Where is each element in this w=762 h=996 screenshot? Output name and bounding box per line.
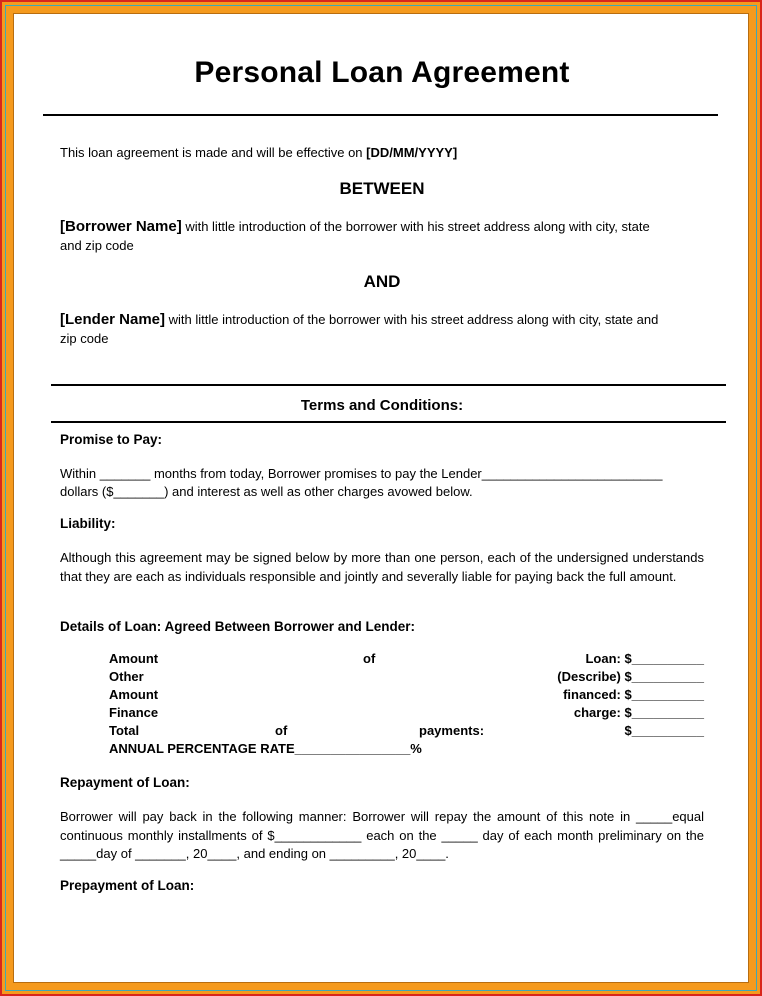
intro-text: This loan agreement is made and will be effective on — [60, 145, 367, 160]
document-page — [13, 13, 749, 983]
loan-row-label: Amount — [109, 651, 159, 666]
lender-desc-line-2: zip code — [60, 330, 109, 346]
loan-row — [109, 723, 704, 741]
lender-name: [Lender Name] — [60, 311, 166, 328]
intro-date: [DD/MM/YYYY] — [366, 145, 458, 160]
promise-line-2: dollars ($_______) and interest as well as other charges avowed below. — [60, 484, 473, 499]
terms-top-divider — [51, 384, 726, 386]
borrower-desc-line-1: with little introduction of the borrower with his street address along with city, state — [181, 219, 650, 234]
loan-row-label: Total — [109, 723, 140, 738]
promise-line-1: Within _______ months from today, Borrower promises to pay the Lender_________________________ — [60, 466, 663, 481]
loan-row-value: $__________ — [624, 723, 704, 738]
details-heading: Details of Loan: Agreed Between Borrower and Lender: — [60, 619, 416, 634]
liability-paragraph: Although this agreement may be signed below by more than one person, each of the undersigned understands that they are each as individuals responsible and jointly and severally liable for paying back the full amount. — [60, 550, 704, 584]
title-divider — [43, 114, 718, 116]
loan-row — [109, 669, 704, 687]
apr-row — [109, 741, 704, 759]
document-title: Personal Loan Agreement — [194, 56, 570, 89]
repayment-heading: Repayment of Loan: — [60, 775, 190, 790]
loan-row-mid2: payments: — [419, 723, 485, 738]
and-heading: AND — [363, 272, 401, 291]
loan-row-value: financed: $__________ — [563, 687, 704, 702]
between-heading: BETWEEN — [339, 179, 425, 198]
lender-paragraph — [60, 311, 704, 348]
loan-row-value: charge: $__________ — [573, 705, 704, 720]
loan-row — [109, 705, 704, 723]
borrower-paragraph — [60, 218, 704, 255]
borrower-desc-line-2: and zip code — [60, 237, 134, 253]
loan-row-value: (Describe) $__________ — [557, 669, 704, 684]
intro-paragraph — [60, 144, 457, 163]
terms-heading: Terms and Conditions: — [300, 397, 464, 414]
promise-heading: Promise to Pay: — [60, 432, 163, 447]
loan-row-mid: of — [363, 651, 376, 666]
liability-heading: Liability: — [60, 516, 116, 531]
loan-row-value: Loan: $__________ — [585, 651, 704, 666]
loan-row-label: Other — [109, 669, 144, 684]
terms-bottom-divider — [51, 421, 726, 423]
repayment-paragraph: Borrower will pay back in the following manner: Borrower will repay the amount of this note in _____equal continuous monthly installments of $____________ each on the _____ day of each month preliminary on the _____day of _______, 20____, and ending on _________, 20____. — [60, 809, 704, 861]
lender-desc-line-1: with little introduction of the borrower with his street address along with city, state and — [165, 312, 659, 327]
loan-row-label: Amount — [109, 687, 159, 702]
loan-row — [109, 687, 704, 705]
prepayment-heading: Prepayment of Loan: — [60, 878, 195, 893]
apr-line: ANNUAL PERCENTAGE RATE________________% — [109, 741, 422, 756]
loan-row — [109, 651, 704, 669]
loan-row-mid: of — [275, 723, 288, 738]
loan-row-label: Finance — [109, 705, 159, 720]
borrower-name: [Borrower Name] — [60, 218, 182, 235]
